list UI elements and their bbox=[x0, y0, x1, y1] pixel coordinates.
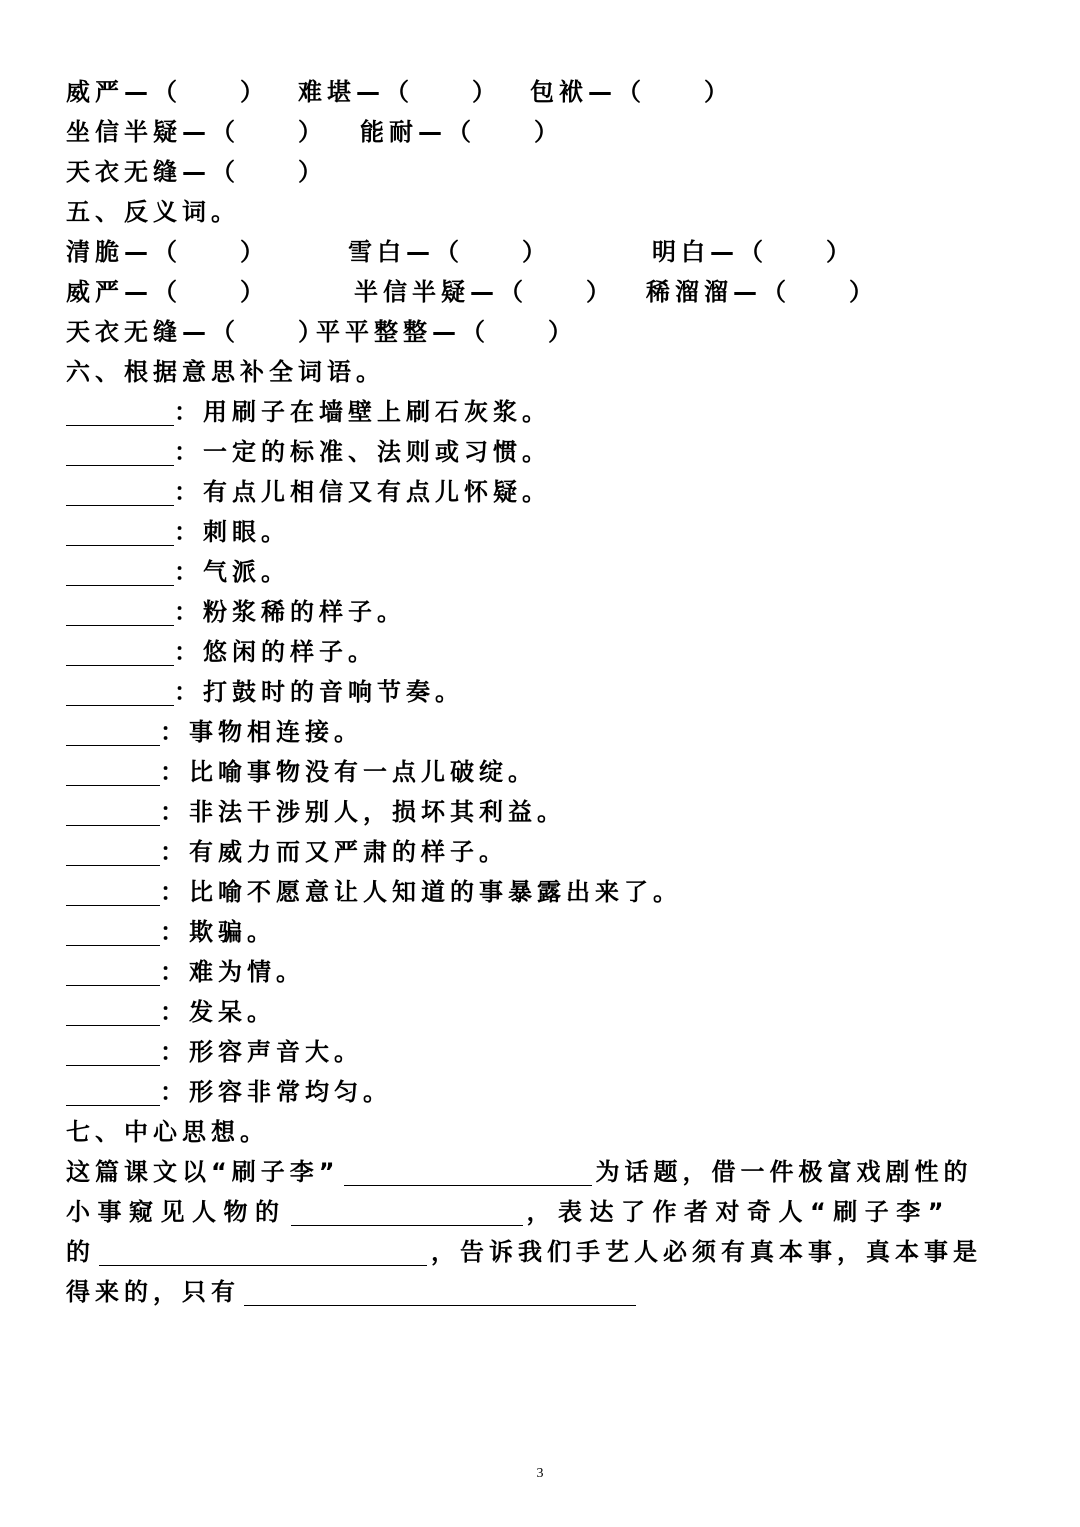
summary-text-3a: 的 bbox=[66, 1238, 95, 1266]
answer-blank[interactable] bbox=[66, 879, 160, 906]
definition-text: ：非法干涉别人，损坏其利益。 bbox=[160, 798, 566, 826]
answer-blank[interactable] bbox=[66, 479, 174, 506]
top-row-1-item-3: 包袱—（ ） bbox=[530, 78, 733, 106]
answer-blank[interactable] bbox=[66, 559, 174, 586]
answer-blank[interactable] bbox=[66, 679, 174, 706]
summary-line-3 bbox=[66, 1232, 982, 1272]
definition-row bbox=[66, 552, 290, 592]
definition-row bbox=[66, 752, 537, 792]
definition-row bbox=[66, 1032, 363, 1072]
definition-text: ：事物相连接。 bbox=[160, 718, 363, 746]
top-row-2-item-1: 坐信半疑—（ ） bbox=[66, 118, 327, 146]
answer-blank[interactable] bbox=[66, 519, 174, 546]
definition-row bbox=[66, 792, 566, 832]
definition-text: ：形容非常均匀。 bbox=[160, 1078, 392, 1106]
answer-blank[interactable] bbox=[66, 919, 160, 946]
definition-text: ：打鼓时的音响节奏。 bbox=[174, 678, 464, 706]
top-row-1-item-1: 威严—（ ） bbox=[66, 78, 269, 106]
answer-blank[interactable] bbox=[66, 999, 160, 1026]
summary-line-2 bbox=[66, 1192, 951, 1232]
answer-blank[interactable] bbox=[66, 719, 160, 746]
answer-blank[interactable] bbox=[66, 839, 160, 866]
summary-blank-1[interactable] bbox=[344, 1159, 592, 1186]
summary-text-4a: 得来的，只有 bbox=[66, 1278, 240, 1306]
summary-text-2a: 小事窥见人物的 bbox=[66, 1198, 287, 1226]
answer-blank[interactable] bbox=[66, 1039, 160, 1066]
answer-blank[interactable] bbox=[66, 639, 174, 666]
summary-text-1b: 为话题，借一件极富戏剧性的 bbox=[595, 1158, 973, 1186]
definition-text: ：形容声音大。 bbox=[160, 1038, 363, 1066]
definition-row bbox=[66, 872, 682, 912]
section5-row-2-item-3: 稀溜溜—（ ） bbox=[646, 278, 878, 306]
definition-row bbox=[66, 992, 276, 1032]
definition-text: ：发呆。 bbox=[160, 998, 276, 1026]
section5-row-2-item-2: 半信半疑—（ ） bbox=[354, 278, 615, 306]
definition-text: ：粉浆稀的样子。 bbox=[174, 598, 406, 626]
section5-row-2-item-1: 威严—（ ） bbox=[66, 278, 269, 306]
section5-row-1-item-3: 明白—（ ） bbox=[652, 238, 855, 266]
summary-line-1 bbox=[66, 1152, 973, 1192]
top-row-3 bbox=[66, 152, 327, 192]
definition-text: ：比喻不愿意让人知道的事暴露出来了。 bbox=[160, 878, 682, 906]
definition-text: ：刺眼。 bbox=[174, 518, 290, 546]
summary-text-2b: ，表达了作者对奇人“刷子李” bbox=[526, 1198, 952, 1226]
definition-text: ：气派。 bbox=[174, 558, 290, 586]
definition-row bbox=[66, 432, 551, 472]
definition-row bbox=[66, 512, 290, 552]
answer-blank[interactable] bbox=[66, 799, 160, 826]
definition-text: ：欺骗。 bbox=[160, 918, 276, 946]
definition-row bbox=[66, 1072, 392, 1112]
top-row-3-item-1: 天衣无缝—（ ） bbox=[66, 158, 327, 186]
definition-text: ：有点儿相信又有点儿怀疑。 bbox=[174, 478, 551, 506]
section5-row-1-item-1: 清脆—（ ） bbox=[66, 238, 269, 266]
answer-blank[interactable] bbox=[66, 959, 160, 986]
definition-row bbox=[66, 832, 508, 872]
answer-blank[interactable] bbox=[66, 759, 160, 786]
summary-blank-2[interactable] bbox=[291, 1199, 523, 1226]
top-row-1-item-2: 难堪—（ ） bbox=[298, 78, 501, 106]
definition-text: ：用刷子在墙壁上刷石灰浆。 bbox=[174, 398, 551, 426]
answer-blank[interactable] bbox=[66, 1079, 160, 1106]
answer-blank[interactable] bbox=[66, 439, 174, 466]
top-row-2-item-2: 能耐—（ ） bbox=[360, 118, 563, 146]
summary-text-3b: ，告诉我们手艺人必须有真本事，真本事是 bbox=[431, 1238, 982, 1266]
definition-row bbox=[66, 712, 363, 752]
summary-blank-3[interactable] bbox=[99, 1239, 427, 1266]
section7-heading: 七、中心思想。 bbox=[66, 1118, 269, 1146]
definition-text: ：有威力而又严肃的样子。 bbox=[160, 838, 508, 866]
definition-row bbox=[66, 912, 276, 952]
page-number: 3 bbox=[536, 1466, 544, 1481]
section5-row-3-item-1: 天衣无缝—（ ） bbox=[66, 318, 327, 346]
definition-row bbox=[66, 472, 551, 512]
definition-row bbox=[66, 592, 406, 632]
section5-heading: 五、反义词。 bbox=[66, 198, 240, 226]
definition-row bbox=[66, 952, 305, 992]
definition-row bbox=[66, 672, 464, 712]
section6-heading: 六、根据意思补全词语。 bbox=[66, 358, 385, 386]
definition-row bbox=[66, 392, 551, 432]
definition-text: ：比喻事物没有一点儿破绽。 bbox=[160, 758, 537, 786]
answer-blank[interactable] bbox=[66, 399, 174, 426]
summary-blank-4[interactable] bbox=[244, 1279, 636, 1306]
definition-text: ：一定的标准、法则或习惯。 bbox=[174, 438, 551, 466]
section5-row-1-item-2: 雪白—（ ） bbox=[348, 238, 551, 266]
summary-text-1a: 这篇课文以“刷子李” bbox=[66, 1158, 340, 1186]
summary-line-4 bbox=[66, 1272, 636, 1312]
section5-row-3-item-2: 平平整整—（ ） bbox=[316, 318, 577, 346]
answer-blank[interactable] bbox=[66, 599, 174, 626]
definition-text: ：悠闲的样子。 bbox=[174, 638, 377, 666]
definition-row bbox=[66, 632, 377, 672]
definition-text: ：难为情。 bbox=[160, 958, 305, 986]
